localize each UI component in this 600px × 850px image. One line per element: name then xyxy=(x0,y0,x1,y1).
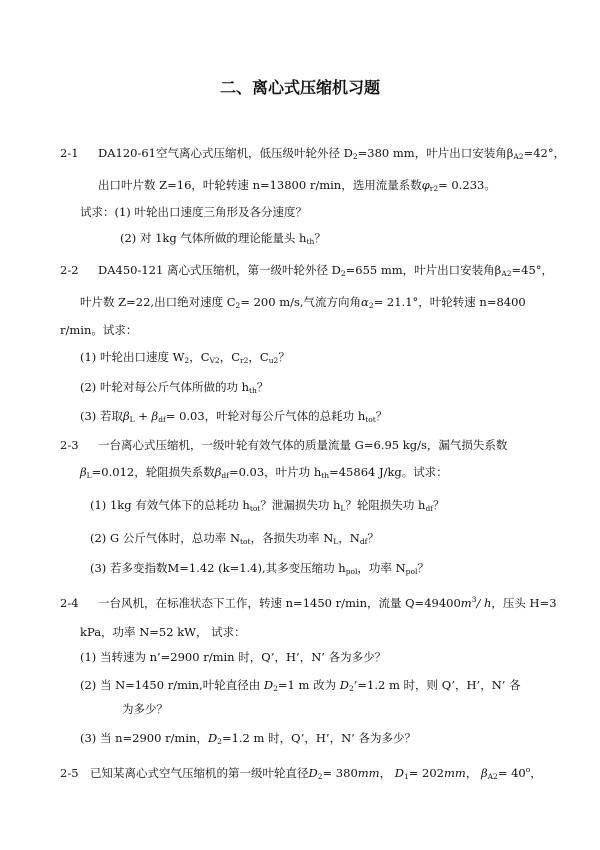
problem-2-3-line-2: $\beta_L=0.012$，轮阻损失系数$\beta_{df}=0.03$，叶片功 $h_{th}=45864$ J/kg。试求： xyxy=(80,465,448,480)
problem-number: 2-4 xyxy=(60,596,79,610)
problem-2-5-line-1: 2-5 已知某离心式空气压缩机的第一级叶轮直径$D_2= 380mm$， $D_1= 202mm$， $\beta_{A2}= 40^o$， xyxy=(60,765,542,781)
problem-2-4-question-1: (1) 当转速为 n’=2900 r/min 时，Q’，H’，N’ 各为多少？ xyxy=(80,650,387,664)
problem-number: 2-1 xyxy=(60,146,79,160)
problem-2-4-question-3: (3) 当 n=2900 r/min，$D_2=1.2$ m 时，Q’，H’，N’ 各为多少？ xyxy=(80,731,416,746)
page-title: 二、离心式压缩机习题 xyxy=(219,78,380,97)
problem-2-1-question-2: (2) 对 1kg 气体所做的理论能量头 $h_{th}$？ xyxy=(120,231,326,246)
problem-2-4-question-2-cont: 为多少？ xyxy=(122,702,168,716)
problem-2-2-question-2: (2) 叶轮对每公斤气体所做的功 $h_{th}$？ xyxy=(80,380,269,395)
problem-2-4-line-2: kPa，功率 N=52 kW， 试求： xyxy=(80,625,246,639)
problem-2-4-line-1: 2-4 一台风机，在标准状态下工作，转速 n=1450 r/min，流量 $Q=49400m^3/$ h，压头 H=3 xyxy=(60,595,557,610)
problem-number: 2-3 xyxy=(60,438,79,452)
problem-2-2-question-1: (1) 叶轮出口速度 $W_2$，$C_{V2}$，$C_{r2}$，$C_{u2}$？ xyxy=(80,350,290,365)
problem-2-2-question-3: (3) 若取$\beta_L + \beta_{df}= 0.03$，叶轮对每公斤气体的总耗功 $h_{tot}$？ xyxy=(80,409,388,424)
problem-2-1-line-1: 2-1 DA120-61空气离心式压缩机，低压级叶轮外径 $D_2=380$ mm，叶片出口安装角$\beta_{A2}=42^\circ$， xyxy=(60,146,566,161)
problem-number: 2-2 xyxy=(60,263,79,277)
problem-number: 2-5 xyxy=(60,766,79,780)
problem-2-2-line-2: 叶片数 Z=22,出口绝对速度 $C_2= 200$ m/s,气流方向角$\alpha_2= 21.1^\circ$，叶轮转速 n=8400 xyxy=(80,295,526,310)
problem-2-3-question-1: (1) 1kg 有效气体下的总耗功 $h_{tot}$？泄漏损失功 $h_L$？轮阻损失功 $h_{df}$？ xyxy=(90,498,445,513)
problem-2-1-question-1: 试求：(1) 叶轮出口速度三角形及各分速度？ xyxy=(80,205,307,219)
problem-2-2-line-1: 2-2 DA450-121 离心式压缩机，第一级叶轮外径 $D_2=655$ mm，叶片出口安装角$\beta_{A2}=45^\circ$， xyxy=(60,263,554,278)
problem-2-4-question-2: (2) 当 N=1450 r/min,叶轮直径由 $D_2=1$ m 改为 $D_2’=1.2$ m 时，则 Q’，H’，N’ 各 xyxy=(80,678,521,693)
problem-2-1-line-2: 出口叶片数 Z=16，叶轮转速 n=13800 r/min，选用流量系数$\varphi_{r2}= 0.233$。 xyxy=(98,178,496,193)
problem-2-3-line-1: 2-3 一台离心式压缩机，一级叶轮有效气体的质量流量 G=6.95 kg/s，漏气损失系数 xyxy=(60,438,508,452)
problem-2-3-question-3: (3) 若多变指数M=1.42 (k=1.4),其多变压缩功 $h_{pol}$，功率 $N_{pol}$？ xyxy=(90,561,429,576)
problem-2-2-line-3: r/min。试求： xyxy=(60,323,138,337)
problem-2-3-question-2: (2) G 公斤气体时，总功率 $N_{tot}$，各损失功率 $N_L$，$N_{df}$？ xyxy=(90,531,379,546)
